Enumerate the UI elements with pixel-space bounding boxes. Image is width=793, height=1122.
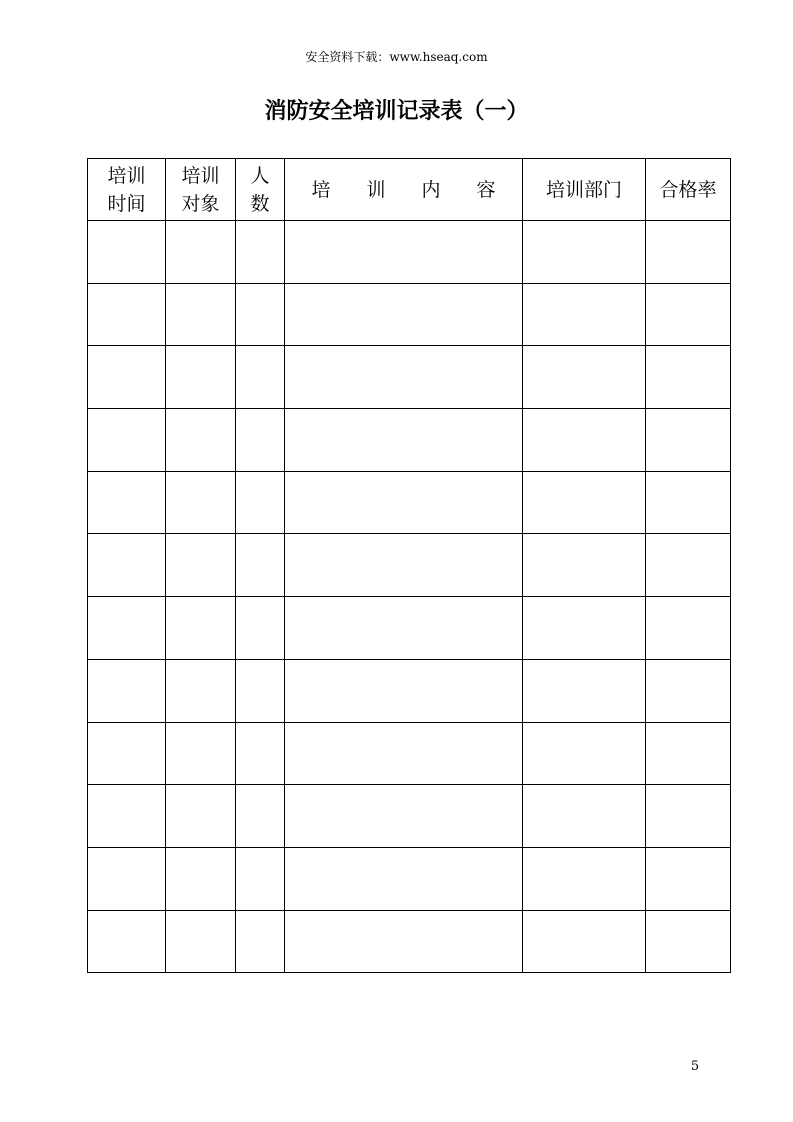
table-row bbox=[88, 471, 731, 534]
table-row bbox=[88, 910, 731, 973]
table-header-row bbox=[88, 159, 731, 221]
cell-training-department[interactable] bbox=[523, 847, 646, 910]
table-row bbox=[88, 534, 731, 597]
cell-training-target[interactable] bbox=[166, 847, 236, 910]
cell-training-time[interactable] bbox=[88, 597, 166, 660]
cell-training-target[interactable] bbox=[166, 722, 236, 785]
cell-headcount[interactable] bbox=[236, 785, 285, 848]
cell-training-department[interactable] bbox=[523, 346, 646, 409]
header-pass-rate bbox=[646, 159, 731, 221]
table-row bbox=[88, 409, 731, 472]
cell-headcount[interactable] bbox=[236, 346, 285, 409]
cell-training-content[interactable] bbox=[285, 597, 523, 660]
cell-training-content[interactable] bbox=[285, 534, 523, 597]
cell-training-time[interactable] bbox=[88, 534, 166, 597]
cell-training-department[interactable] bbox=[523, 910, 646, 973]
table-row bbox=[88, 785, 731, 848]
cell-training-department[interactable] bbox=[523, 471, 646, 534]
cell-training-target[interactable] bbox=[166, 283, 236, 346]
header-training-target-line1: 培训 bbox=[181, 164, 220, 187]
cell-training-target[interactable] bbox=[166, 534, 236, 597]
header-training-time-line1: 培训 bbox=[107, 164, 146, 187]
table-body bbox=[88, 221, 731, 973]
cell-headcount[interactable] bbox=[236, 471, 285, 534]
cell-pass-rate[interactable] bbox=[646, 722, 731, 785]
cell-training-time[interactable] bbox=[88, 409, 166, 472]
cell-training-content[interactable] bbox=[285, 283, 523, 346]
cell-training-time[interactable] bbox=[88, 346, 166, 409]
header-training-time bbox=[88, 159, 166, 221]
cell-training-department[interactable] bbox=[523, 283, 646, 346]
header-training-time-line2: 时间 bbox=[107, 192, 146, 215]
cell-training-target[interactable] bbox=[166, 346, 236, 409]
cell-headcount[interactable] bbox=[236, 597, 285, 660]
cell-pass-rate[interactable] bbox=[646, 785, 731, 848]
cell-pass-rate[interactable] bbox=[646, 659, 731, 722]
cell-headcount[interactable] bbox=[236, 283, 285, 346]
cell-headcount[interactable] bbox=[236, 910, 285, 973]
table-row bbox=[88, 597, 731, 660]
cell-pass-rate[interactable] bbox=[646, 847, 731, 910]
table-row bbox=[88, 221, 731, 284]
cell-headcount[interactable] bbox=[236, 221, 285, 284]
cell-training-target[interactable] bbox=[166, 659, 236, 722]
header-training-content bbox=[285, 159, 523, 221]
cell-headcount[interactable] bbox=[236, 722, 285, 785]
header-training-target bbox=[166, 159, 236, 221]
page-number: 5 bbox=[690, 1059, 700, 1074]
table-row bbox=[88, 847, 731, 910]
page-header: 安全资料下载：www.hseaq.com bbox=[305, 50, 488, 64]
cell-training-content[interactable] bbox=[285, 785, 523, 848]
cell-training-time[interactable] bbox=[88, 221, 166, 284]
cell-training-content[interactable] bbox=[285, 409, 523, 472]
cell-training-time[interactable] bbox=[88, 471, 166, 534]
cell-headcount[interactable] bbox=[236, 409, 285, 472]
cell-pass-rate[interactable] bbox=[646, 597, 731, 660]
cell-training-target[interactable] bbox=[166, 785, 236, 848]
cell-training-time[interactable] bbox=[88, 785, 166, 848]
header-training-content-label: 培 训 内 容 bbox=[311, 178, 496, 201]
header-training-department-label: 培训部门 bbox=[545, 178, 622, 201]
cell-training-time[interactable] bbox=[88, 847, 166, 910]
cell-pass-rate[interactable] bbox=[646, 471, 731, 534]
header-headcount bbox=[236, 159, 285, 221]
cell-training-target[interactable] bbox=[166, 597, 236, 660]
cell-training-department[interactable] bbox=[523, 597, 646, 660]
document-title: 消防安全培训记录表（一） bbox=[264, 98, 529, 124]
header-headcount-line2: 数 bbox=[250, 192, 270, 215]
table-row bbox=[88, 659, 731, 722]
cell-training-target[interactable] bbox=[166, 409, 236, 472]
cell-training-target[interactable] bbox=[166, 910, 236, 973]
table-row bbox=[88, 722, 731, 785]
cell-training-department[interactable] bbox=[523, 221, 646, 284]
cell-training-department[interactable] bbox=[523, 659, 646, 722]
cell-pass-rate[interactable] bbox=[646, 346, 731, 409]
cell-training-target[interactable] bbox=[166, 471, 236, 534]
cell-training-content[interactable] bbox=[285, 346, 523, 409]
header-training-department bbox=[523, 159, 646, 221]
cell-headcount[interactable] bbox=[236, 659, 285, 722]
cell-training-department[interactable] bbox=[523, 785, 646, 848]
cell-pass-rate[interactable] bbox=[646, 534, 731, 597]
cell-training-time[interactable] bbox=[88, 283, 166, 346]
header-pass-rate-label: 合格率 bbox=[659, 178, 717, 201]
cell-training-time[interactable] bbox=[88, 722, 166, 785]
header-headcount-line1: 人 bbox=[250, 164, 270, 187]
cell-training-target[interactable] bbox=[166, 221, 236, 284]
table-row bbox=[88, 346, 731, 409]
cell-pass-rate[interactable] bbox=[646, 283, 731, 346]
cell-headcount[interactable] bbox=[236, 847, 285, 910]
cell-training-content[interactable] bbox=[285, 659, 523, 722]
cell-training-content[interactable] bbox=[285, 722, 523, 785]
training-record-table bbox=[87, 158, 731, 973]
table-row bbox=[88, 283, 731, 346]
cell-training-department[interactable] bbox=[523, 722, 646, 785]
cell-training-content[interactable] bbox=[285, 847, 523, 910]
cell-training-content[interactable] bbox=[285, 471, 523, 534]
cell-training-time[interactable] bbox=[88, 910, 166, 973]
header-training-target-line2: 对象 bbox=[181, 192, 220, 215]
cell-pass-rate[interactable] bbox=[646, 221, 731, 284]
cell-training-content[interactable] bbox=[285, 221, 523, 284]
cell-pass-rate[interactable] bbox=[646, 910, 731, 973]
cell-headcount[interactable] bbox=[236, 534, 285, 597]
cell-training-department[interactable] bbox=[523, 534, 646, 597]
cell-pass-rate[interactable] bbox=[646, 409, 731, 472]
cell-training-content[interactable] bbox=[285, 910, 523, 973]
cell-training-department[interactable] bbox=[523, 409, 646, 472]
cell-training-time[interactable] bbox=[88, 659, 166, 722]
